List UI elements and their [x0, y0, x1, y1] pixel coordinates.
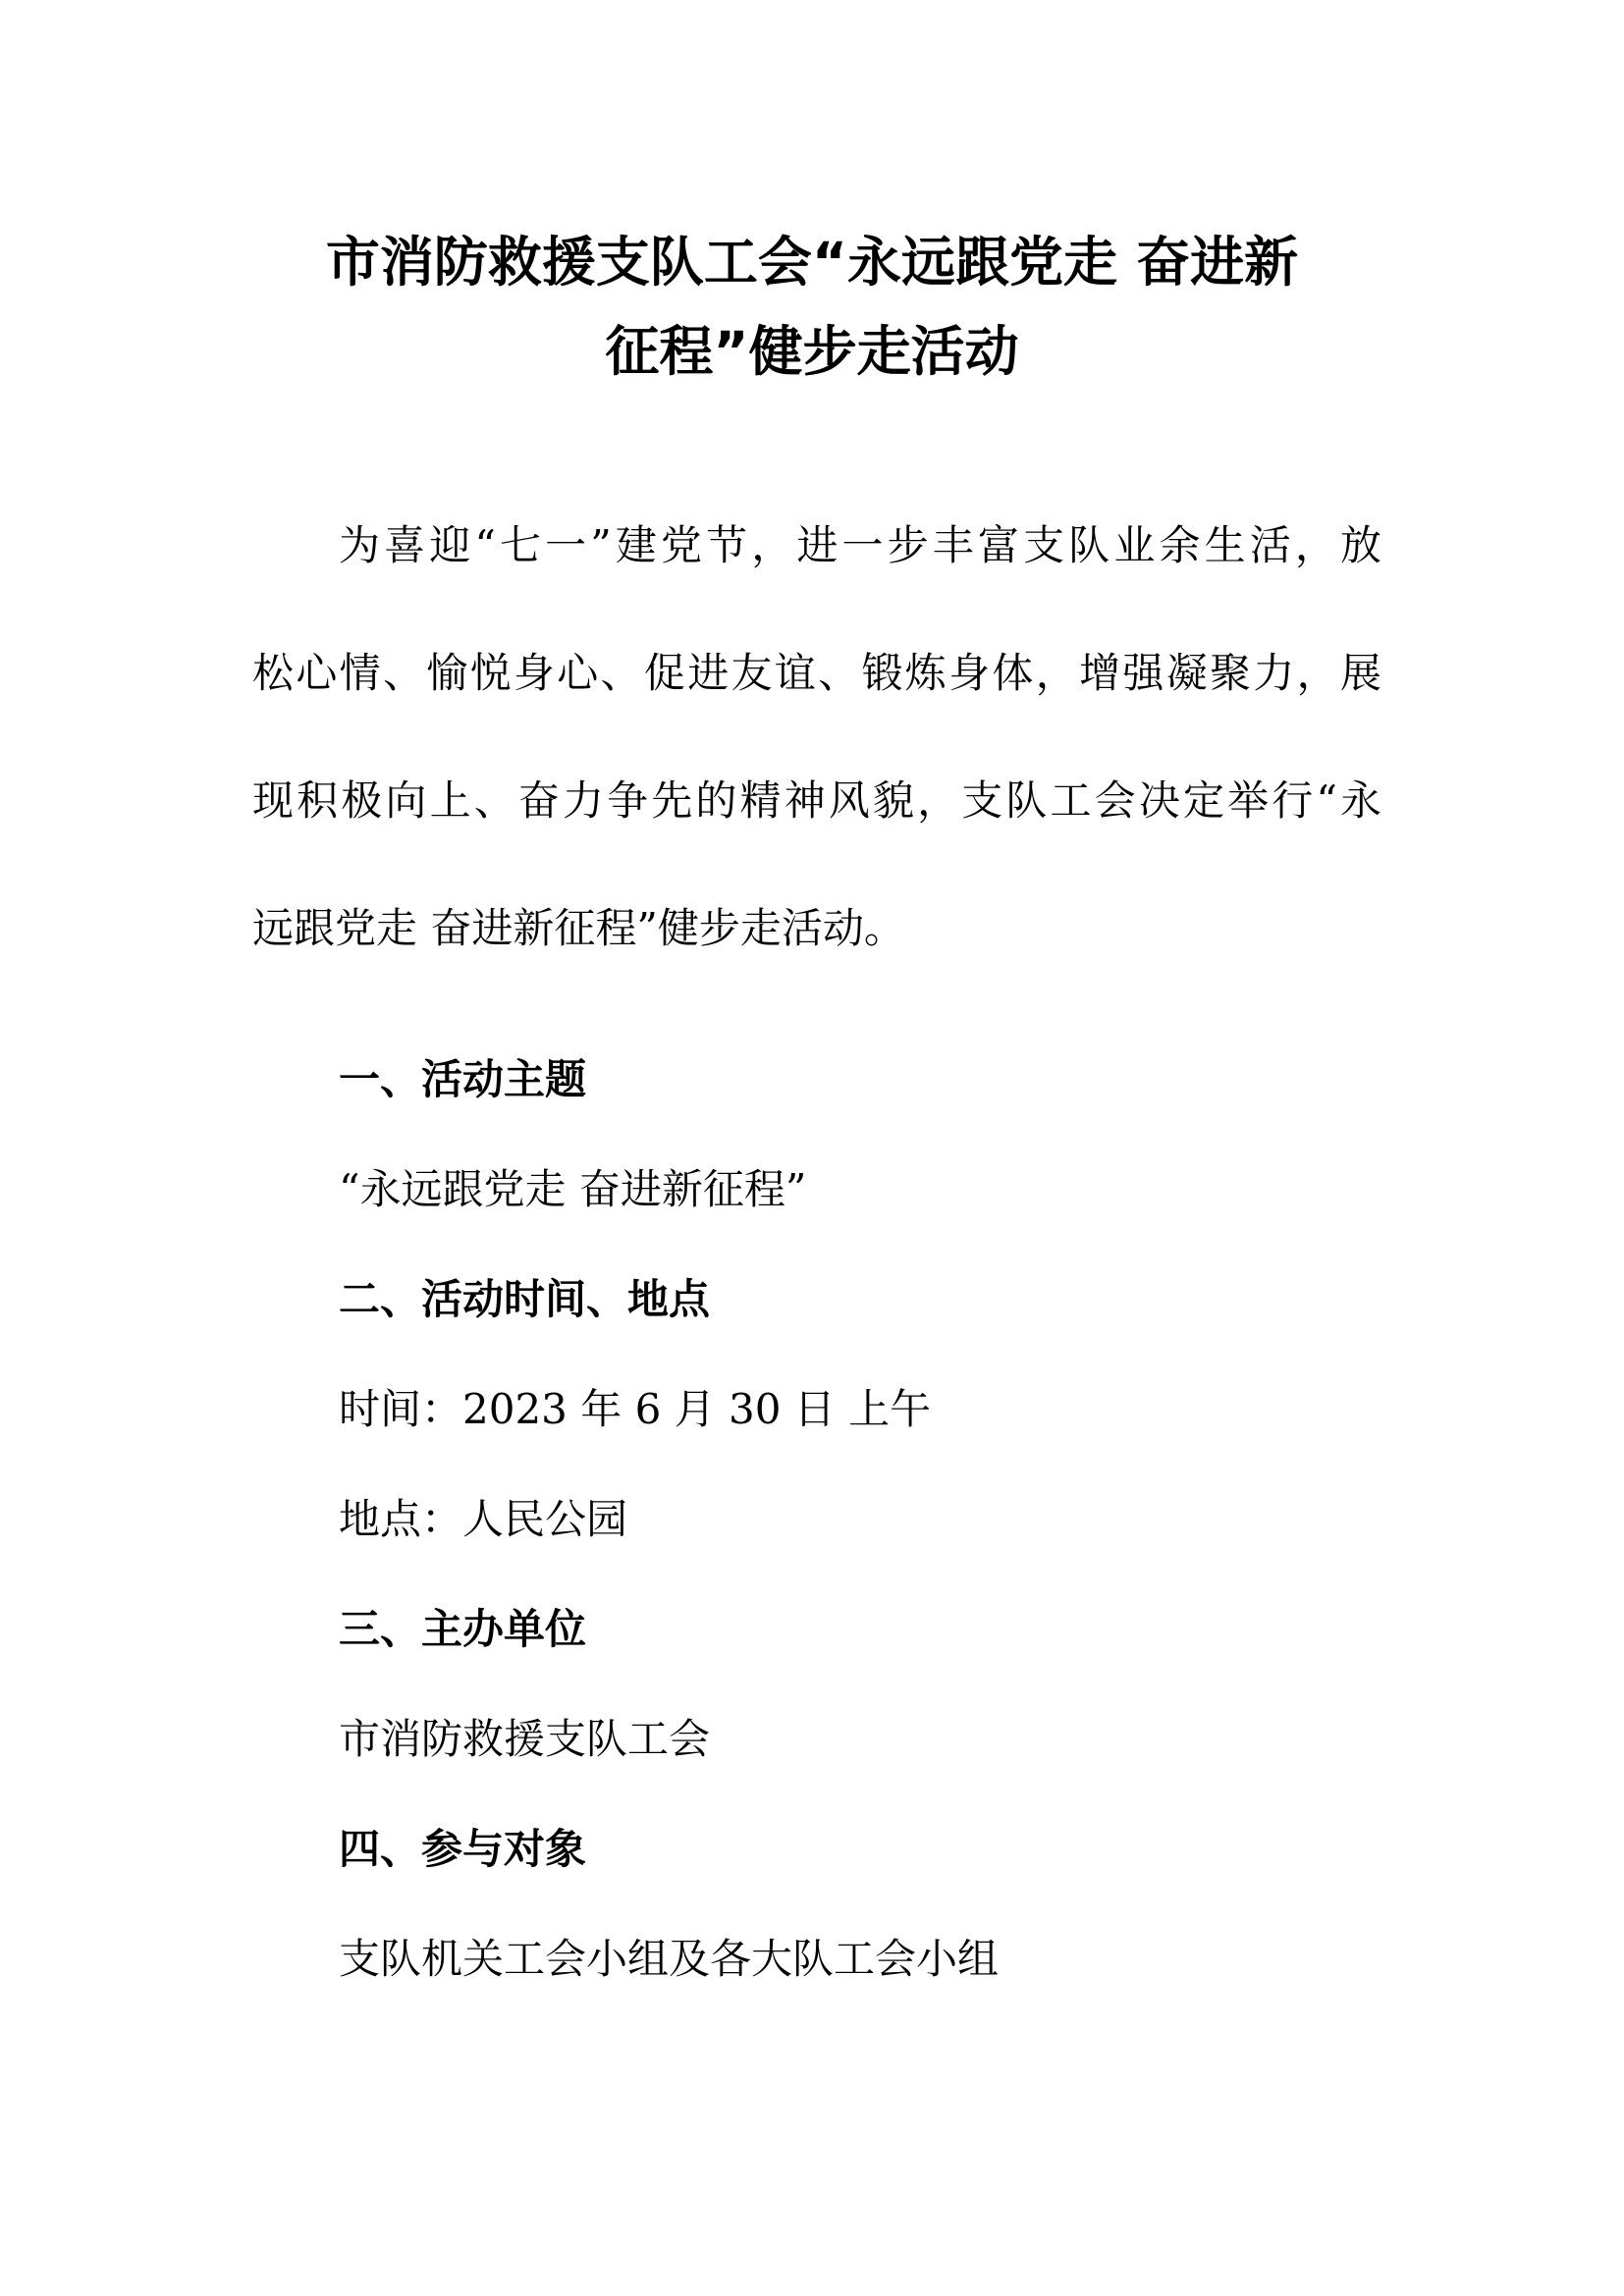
section-heading-theme: 一、活动主题	[339, 1055, 587, 1103]
document-title-line-1: 市消防救援支队工会“永远跟党走 奋进新	[325, 231, 1299, 294]
section-heading-organizer: 三、主办单位	[339, 1605, 587, 1653]
section-text-time: 时间：2023 年 6 月 30 日 上午	[339, 1385, 932, 1433]
section-text-organizer: 市消防救援支队工会	[339, 1715, 711, 1763]
section-text-place: 地点：人民公园	[339, 1495, 628, 1543]
section-heading-participants: 四、参与对象	[339, 1825, 587, 1873]
section-text-theme: “永远跟党走 奋进新征程”	[339, 1165, 807, 1213]
document-title-line-2: 征程”健步走活动	[605, 320, 1019, 383]
intro-paragraph-line-2: 松心情、愉悦身心、促进友谊、锻炼身体，增强凝聚力，展	[252, 649, 1381, 697]
section-heading-time-place: 二、活动时间、地点	[339, 1275, 711, 1323]
intro-paragraph-line-1: 为喜迎“七一”建党节，进一步丰富支队业余生活，放	[339, 521, 1381, 569]
section-text-participants: 支队机关工会小组及各大队工会小组	[339, 1935, 1000, 1983]
intro-paragraph-line-4: 远跟党走 奋进新征程”健步走活动。	[252, 904, 905, 952]
intro-paragraph-line-3: 现积极向上、奋力争先的精神风貌，支队工会决定举行“永	[252, 776, 1381, 825]
